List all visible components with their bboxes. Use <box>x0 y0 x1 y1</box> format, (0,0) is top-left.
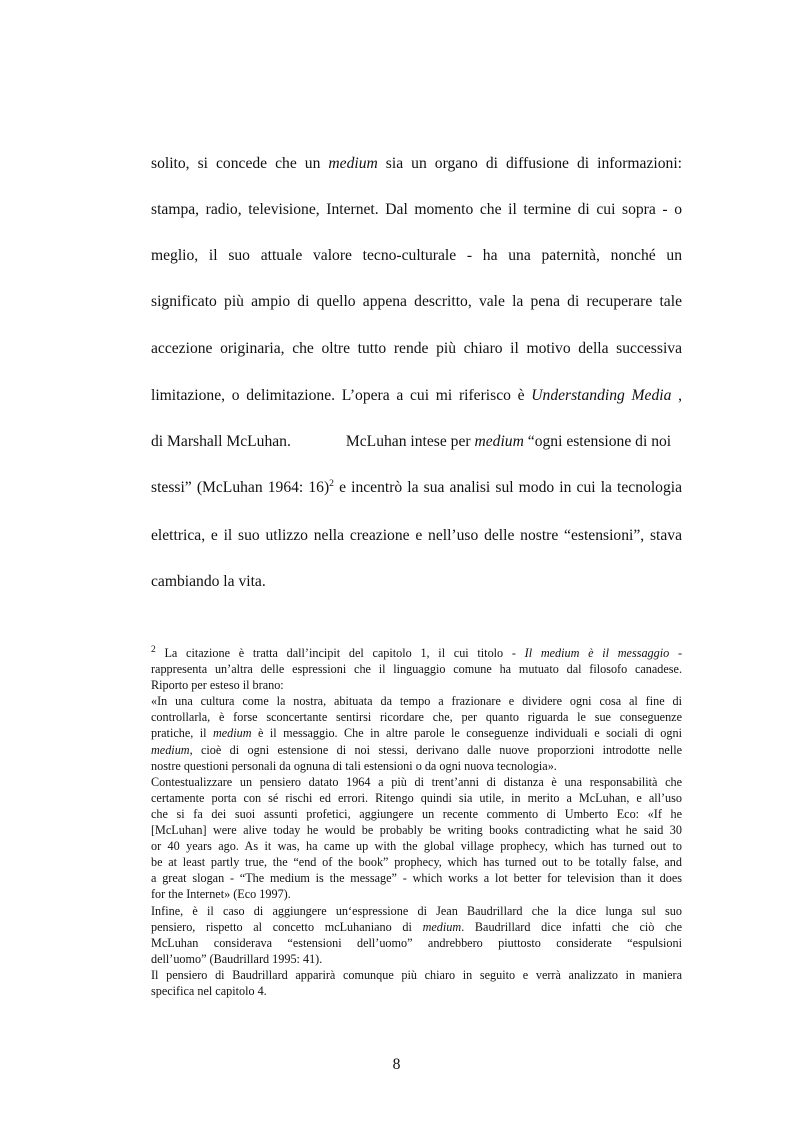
footnote-line: nostre questioni personali da ognuna di tali estensioni o da ogni nuova tecnologia». <box>151 758 557 773</box>
body-line-3: meglio, il suo attuale valore tecno-culturale - ha una paternità, nonché un <box>151 247 682 264</box>
body-line-1: solito, si concede che un medium sia un organo di diffusione di informazioni: <box>151 155 682 172</box>
footnote-line: rappresenta un’altra delle espressioni che il linguaggio comune ha mutuato dal filosofo canadese. <box>151 662 682 677</box>
footnote-line: Riporto per esteso il brano: <box>151 678 284 693</box>
footnote-line: for the Internet» (Eco 1997). <box>151 887 291 902</box>
footnote-line: specifica nel capitolo 4. <box>151 983 267 998</box>
footnote-line: dell’uomo” (Baudrillard 1995: 41). <box>151 951 323 966</box>
footnote-line: McLuhan considerava “estensioni dell’uomo” andrebbero piuttosto considerate “espulsioni <box>151 935 682 950</box>
body-line-5: accezione originaria, che oltre tutto rende più chiaro il motivo della successiva <box>151 340 682 357</box>
body-line-6: limitazione, o delimitazione. L’opera a cui mi riferisco è Understanding Media , <box>151 387 683 404</box>
footnote-reference[interactable]: 2 <box>329 477 334 489</box>
footnote-line: certamente porta con sé rischi ed errori. Ritengo quindi sia utile, in merito a McLuhan, e all’uso <box>151 790 682 805</box>
footnote-line: pratiche, il medium è il messaggio. Che in altre parole le conseguenze individuali e sociali di ogni <box>151 726 682 741</box>
footnote-line: «In una cultura come la nostra, abituata da tempo a frazionare e dividere ogni cosa al fine di <box>151 694 682 709</box>
footnote-line: be at least partly true, the “end of the book” prophecy, which has turned out to be totally false, and <box>151 855 682 870</box>
footnote <box>151 645 682 999</box>
footnote-line: a great slogan - “The medium is the message” - which works a lot better for television than it does <box>151 871 682 886</box>
footnote-line: Il pensiero di Baudrillard apparirà comunque più chiaro in seguito e verrà analizzato in maniera <box>151 967 682 982</box>
body-line-8: stessi” (McLuhan 1964: 16)$^2$ e incentrò la sua analisi sul modo in cui la tecnologia <box>151 477 682 496</box>
body-line-4: significato più ampio di quello appena descritto, vale la pena di recuperare tale <box>151 293 682 310</box>
footnote-mark: 2 <box>151 644 156 655</box>
body-line-2: stampa, radio, televisione, Internet. Dal momento che il termine di cui sopra - o <box>151 201 682 218</box>
footnote-line: [McLuhan] were alive today he would be probably be writing books contradicting what he said 30 <box>151 823 682 838</box>
page-number: 8 <box>392 1056 401 1073</box>
footnote-line: controllarla, è forse sconcertante sentirsi ricordare che, per quanto riguarda le sue conseguenze <box>151 710 682 725</box>
footnote-line: pensiero, rispetto al concetto mcLuhaniano di medium. Baudrillard dice infatti che ciò che <box>151 919 682 934</box>
footnote-line: $^2$ La citazione è tratta dall’incipit del capitolo 1, il cui titolo - Il medium è il messaggio - <box>151 644 683 660</box>
footnote-line: or 40 years ago. As it was, ha came up with the global village prophecy, which has turned out to <box>151 839 682 854</box>
footnote-line: Infine, è il caso di aggiungere un‘espressione di Jean Baudrillard che la dice lunga sul suo <box>151 903 682 918</box>
body-line-7: di Marshall McLuhan. McLuhan intese per medium “ogni estensione di noi <box>151 433 672 450</box>
footnote-line: Contestualizzare un pensiero datato 1964 a più di trent’anni di distanza è una responsabilità che <box>151 774 682 789</box>
body-line-10: cambiando la vita. <box>151 573 266 590</box>
footnote-line: che si fa dei suoi assunti profetici, aggiungere un recente commento di Umberto Eco: «If he <box>151 806 682 821</box>
body-line-9: elettrica, e il suo utlizzo nella creazione e nell’uso delle nostre “estensioni”, stava <box>151 527 682 544</box>
footnote-line: medium, cioè di ogni estensione di noi stessi, derivano dalle nuove proporzioni introdotte nelle <box>151 742 682 757</box>
